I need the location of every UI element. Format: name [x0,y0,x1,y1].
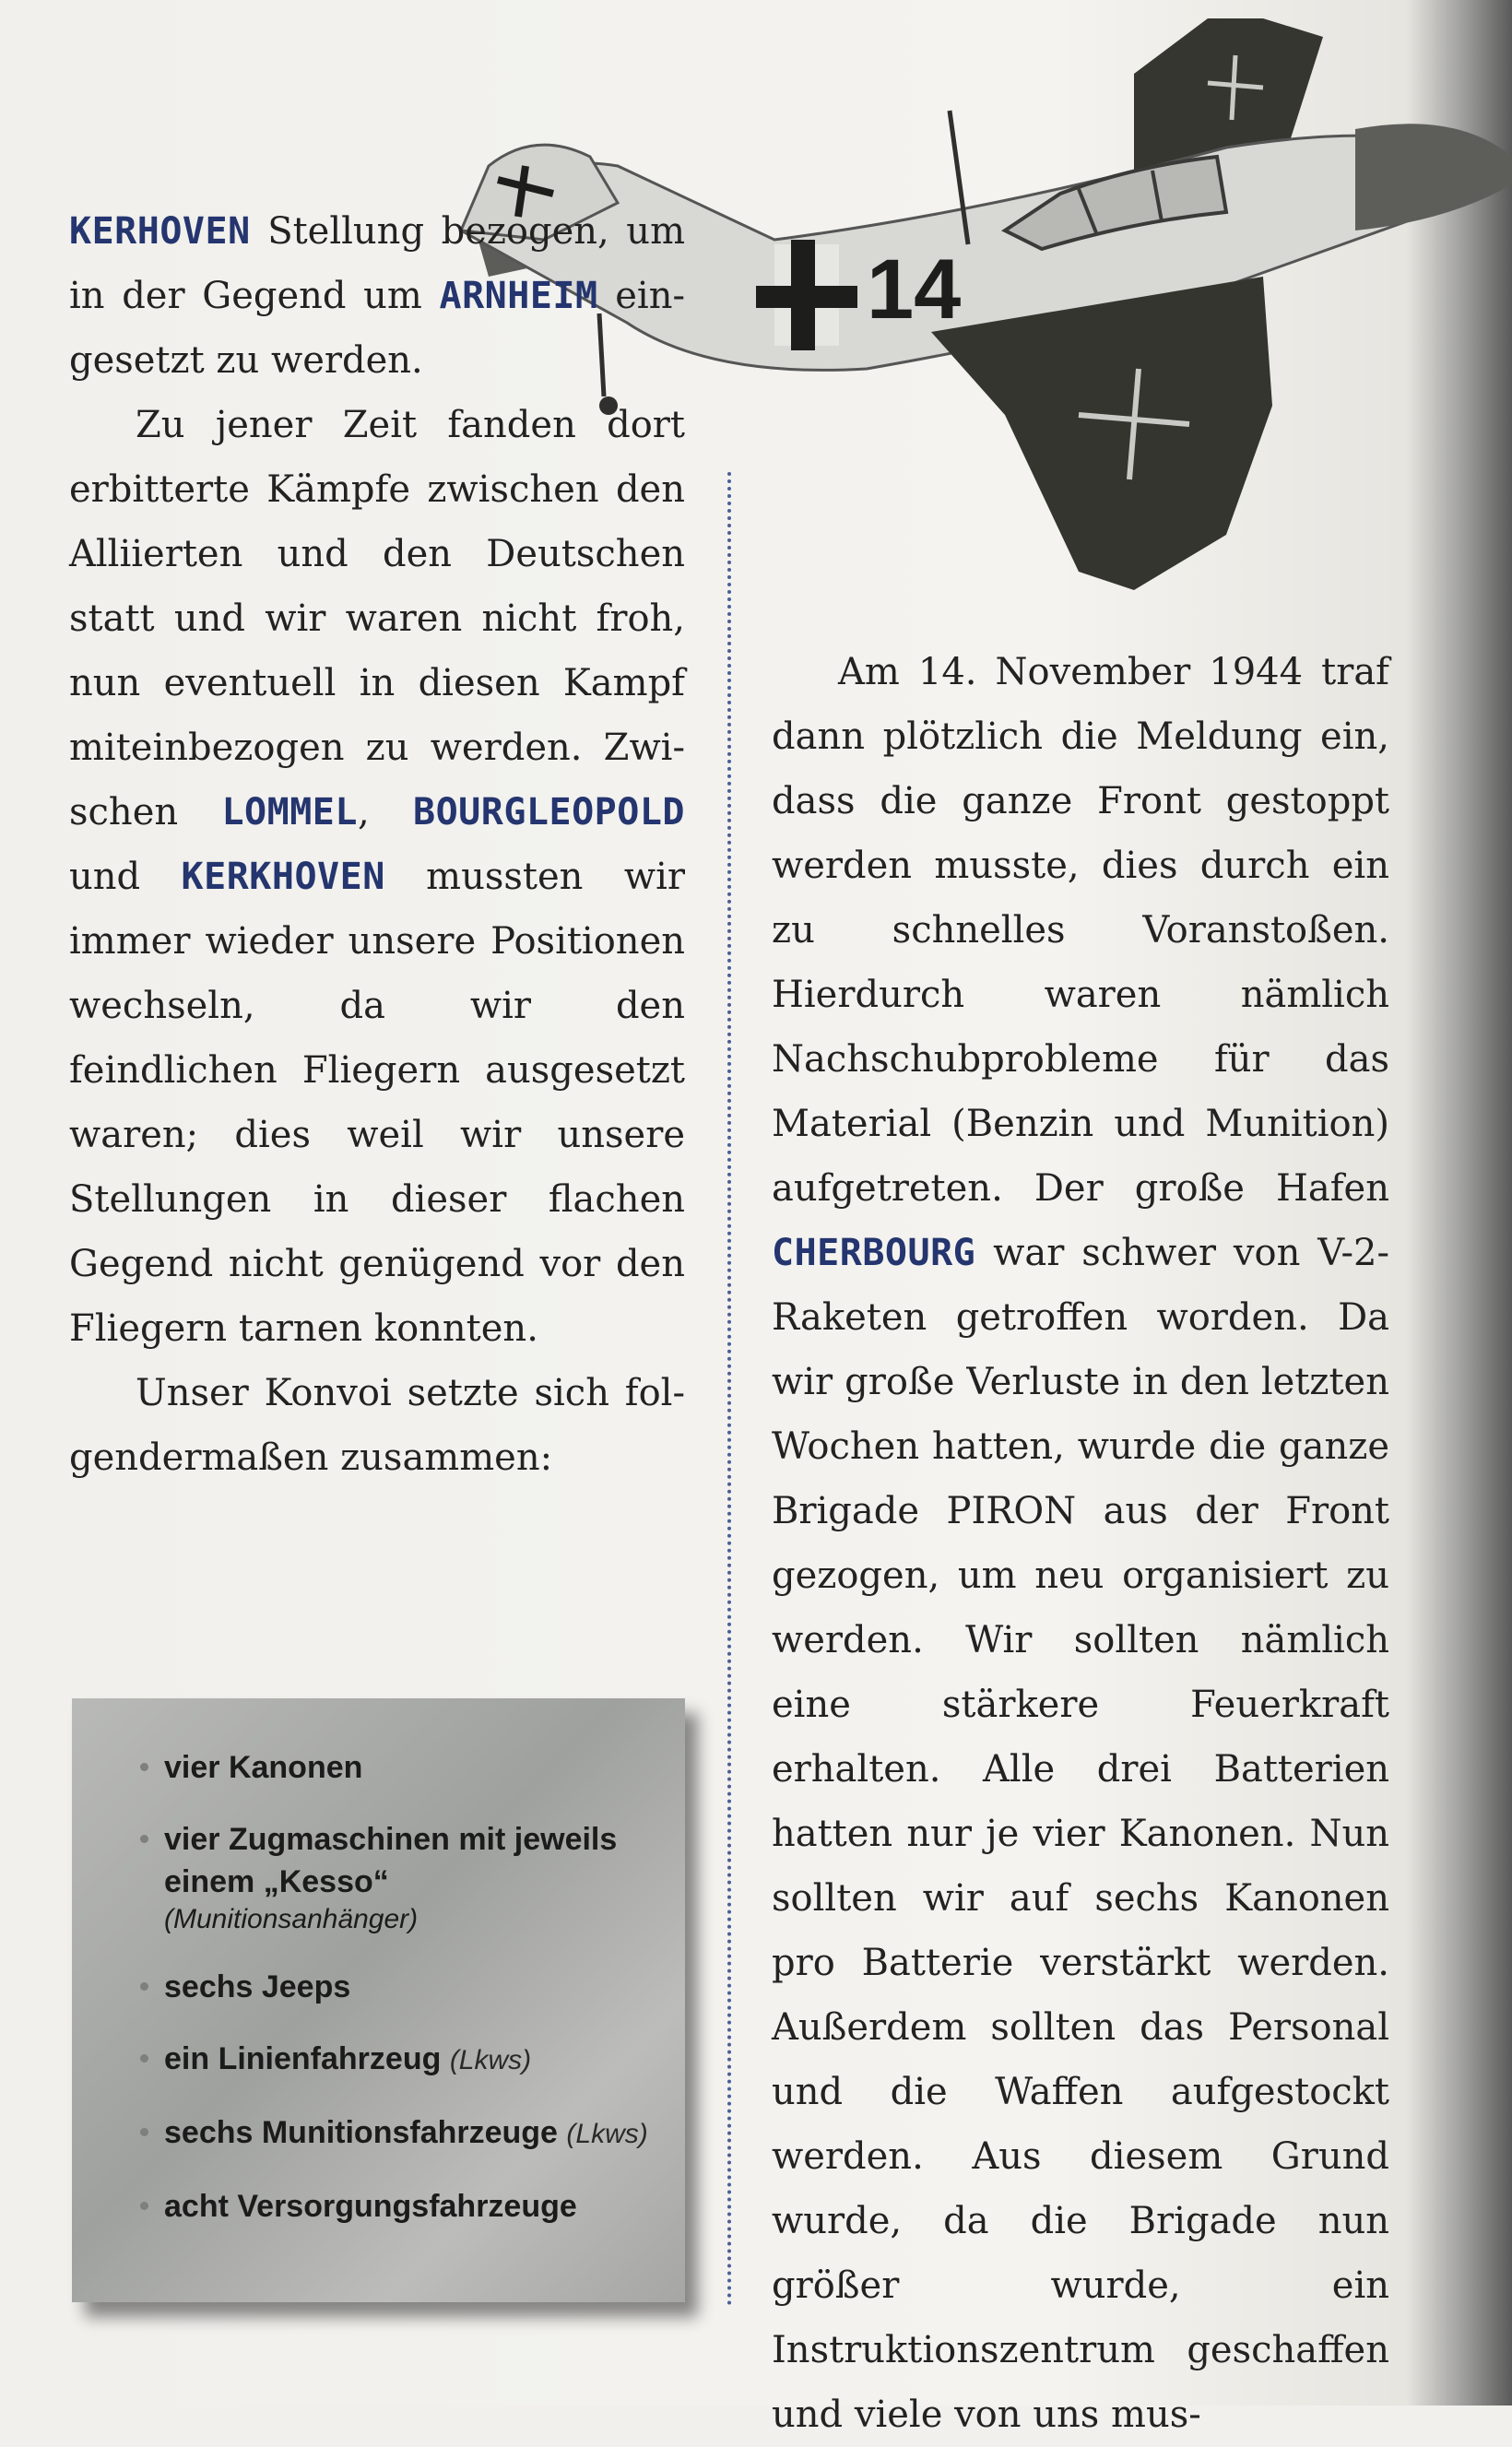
convoy-list [72,1698,685,2228]
left-paragraph-3: Unser Konvoi setzte sich folgendermaßen zusammen: [69,1372,685,1479]
list-item: sechs Munitionsfahrzeuge (Lkws) [164,2111,685,2156]
place-name: ARNHEIM [439,275,598,317]
left-column [69,199,685,1490]
column-divider [727,472,731,2307]
right-column [772,640,1389,2447]
engine-cowling [1355,124,1512,231]
convoy-list-box [72,1698,685,2302]
list-item-subnote: (Munitionsanhänger) [164,1904,419,1934]
place-name: LOMMEL [221,791,358,833]
left-paragraph-1: KERHOVEN Stellung bezogen, um in der Gegend um ARNHEIM eingesetzt zu werden. [69,210,685,382]
place-name: KERKHOVEN [181,856,385,898]
left-paragraph-2: Zu jener Zeit fanden dort erbitterte Kämpfe zwischen den Alliierten und den Deutschen statt und wir waren nicht froh, nun eventuell in diesen Kampf miteinbezogen zu werden. Zwischen LOMMEL, BOURGLEOPOLD und KERKHOVEN mussten wir immer wieder unsere Positionen wechseln, da wir den feindlichen Fliegern ausgesetzt waren; dies weil wir unsere Stellungen in dieser flachen Gegend nicht genügend vor den Fliegern tarnen konnten. [69,404,685,1350]
list-item: vier Kanonen [164,1746,685,1789]
list-item: vier Zugmaschinen mit jeweils einem „Kesso“ (Munitionsanhänger) [164,1818,685,1936]
place-name: BOURGLEOPOLD [413,791,685,833]
list-item-note: (Lkws) [449,2045,532,2075]
list-item: sechs Jeeps [164,1966,685,2008]
place-name: KERHOVEN [69,210,251,253]
list-item: acht Versorgungsfahrzeuge [164,2185,685,2228]
list-item: ein Linienfahrzeug (Lkws) [164,2038,685,2082]
lower-wing [931,277,1272,590]
place-name: CHERBOURG [772,1232,976,1274]
list-item-note: (Lkws) [566,2119,648,2149]
right-paragraph: Am 14. November 1944 traf dann plötzlich die Meldung ein, dass die ganze Front gestoppt werden musste, dies durch ein zu schnelles Voranstoßen. Hierdurch waren nämlich Nachschubprobleme für das Material (Benzin und Munition) aufgetreten. Der große Hafen CHERBOURG war schwer von V-2-Raketen getroffen worden. Da wir große Verluste in den letzten Wochen hatten, wurde die ganze Brigade PIRON aus der Front gezogen, um neu organisiert zu werden. Wir sollten nämlich eine stärkere Feuerkraft erhalten. Alle drei Batterien hatten nur je vier Kanonen. Nun sollten wir auf sechs Kanonen pro Batterie verstärkt werden. Außerdem sollten das Personal und die Waffen aufgestockt werden. Aus diesem Grund wurde, da die Brigade nun größer wurde, ein Instruktionszentrum geschaffen und viele von uns mus- [772,651,1389,2436]
aircraft-number: 14 [867,242,962,337]
